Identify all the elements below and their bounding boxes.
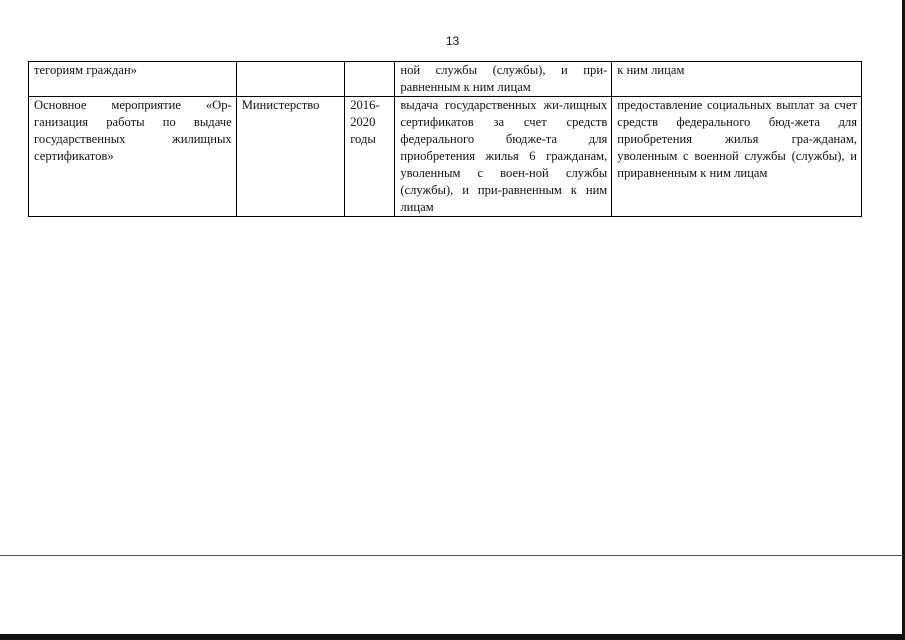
executor-cell: Министерство [236, 97, 344, 217]
table-row [29, 62, 862, 97]
activity-cell: Основное мероприятие «Ор-ганизация работы по выдаче государственных жилищных сертификатов» [29, 97, 237, 217]
scan-edge-bottom [0, 634, 905, 640]
period-cell: 2016-2020 годы [345, 97, 395, 217]
activity-cell: тегориям граждан» [29, 62, 237, 97]
direct-result-cell: ной службы (службы), и при-равненным к ним лицам [395, 62, 612, 97]
direct-result-cell: выдача государственных жи-лищных сертификатов за счет средств федерального бюдже-та для приобретения жилья 6 гражданам, уволенным с воен-ной службы (службы), и при-равненным к ним лицам [395, 97, 612, 217]
executor-cell [236, 62, 344, 97]
period-cell [345, 62, 395, 97]
indicator-cell: к ним лицам [612, 62, 862, 97]
program-activities-table [28, 61, 862, 217]
indicator-cell: предоставление социальных выплат за счет средств федерального бюд-жета для приобретения жилья гра-жданам, уволенным с военной службы (службы), и приравненным к ним лицам [612, 97, 862, 217]
table-row [29, 97, 862, 217]
page-number: 13 [445, 34, 460, 48]
scan-fold-line [0, 555, 905, 556]
